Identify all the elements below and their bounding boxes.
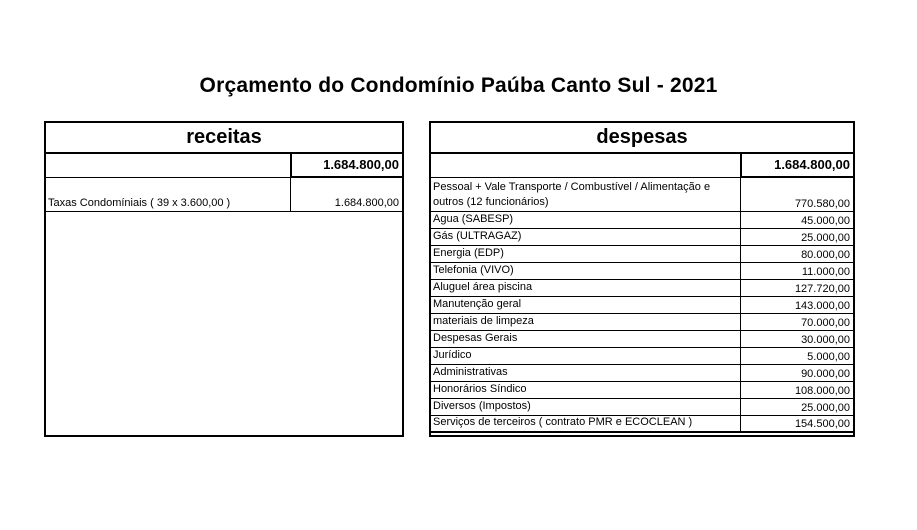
despesas-list — [431, 178, 853, 433]
despesa-label: Energia (EDP) — [433, 247, 504, 259]
despesa-label: Diversos (Impostos) — [433, 400, 531, 412]
table-row — [431, 178, 853, 212]
despesa-value: 25.000,00 — [740, 399, 853, 415]
table-row — [46, 178, 402, 212]
despesas-total: 1.684.800,00 — [740, 154, 853, 178]
despesa-value: 30.000,00 — [740, 331, 853, 347]
despesa-value: 45.000,00 — [740, 212, 853, 228]
table-row — [431, 382, 853, 399]
despesa-value: 11.000,00 — [740, 263, 853, 279]
despesa-label: Administrativas — [433, 366, 508, 378]
despesa-label: Manutenção geral — [433, 298, 522, 310]
table-row — [431, 348, 853, 365]
table-row — [431, 229, 853, 246]
table-row — [431, 212, 853, 229]
despesa-label: Gás (ULTRAGAZ) — [433, 230, 522, 242]
receitas-total: 1.684.800,00 — [290, 154, 402, 178]
despesa-label: materiais de limpeza — [433, 315, 534, 327]
despesa-label: Despesas Gerais — [433, 332, 518, 344]
despesa-value: 5.000,00 — [740, 348, 853, 364]
table-row — [431, 365, 853, 382]
despesa-value: 108.000,00 — [740, 382, 853, 398]
despesa-label: Honorários Síndico — [433, 383, 527, 395]
despesa-value: 770.580,00 — [740, 178, 853, 211]
despesa-label: Telefonia (VIVO) — [433, 264, 514, 276]
table-row — [431, 246, 853, 263]
receita-label: Taxas Condomíniais ( 39 x 3.600,00 ) — [48, 197, 231, 209]
despesa-value: 80.000,00 — [740, 246, 853, 262]
receitas-header: receitas — [46, 123, 402, 154]
despesa-value: 25.000,00 — [740, 229, 853, 245]
table-row — [431, 280, 853, 297]
despesas-panel — [429, 121, 855, 437]
receita-value: 1.684.800,00 — [290, 178, 402, 211]
table-row — [431, 331, 853, 348]
despesa-label: Serviços de terceiros ( contrato PMR e ECOCLEAN ) — [433, 416, 693, 428]
table-row — [431, 314, 853, 331]
despesas-total-row — [431, 154, 853, 178]
despesa-label: Agua (SABESP) — [433, 213, 514, 225]
despesa-label: Jurídico — [433, 349, 472, 361]
despesa-label: Pessoal + Vale Transporte / Combustível / Alimentação e outros (12 funcionários) — [433, 181, 711, 208]
table-row — [431, 399, 853, 416]
despesa-value: 143.000,00 — [740, 297, 853, 313]
page-title: Orçamento do Condomínio Paúba Canto Sul - 2021 — [199, 74, 718, 97]
table-row — [431, 297, 853, 314]
despesas-header: despesas — [431, 123, 853, 154]
receitas-total-row — [46, 154, 402, 178]
despesa-value: 70.000,00 — [740, 314, 853, 330]
table-row — [431, 263, 853, 280]
despesa-value: 127.720,00 — [740, 280, 853, 296]
despesa-value: 154.500,00 — [740, 416, 853, 431]
receitas-panel — [44, 121, 404, 437]
despesa-value: 90.000,00 — [740, 365, 853, 381]
despesa-label: Aluguel área piscina — [433, 281, 533, 293]
table-row — [431, 416, 853, 433]
